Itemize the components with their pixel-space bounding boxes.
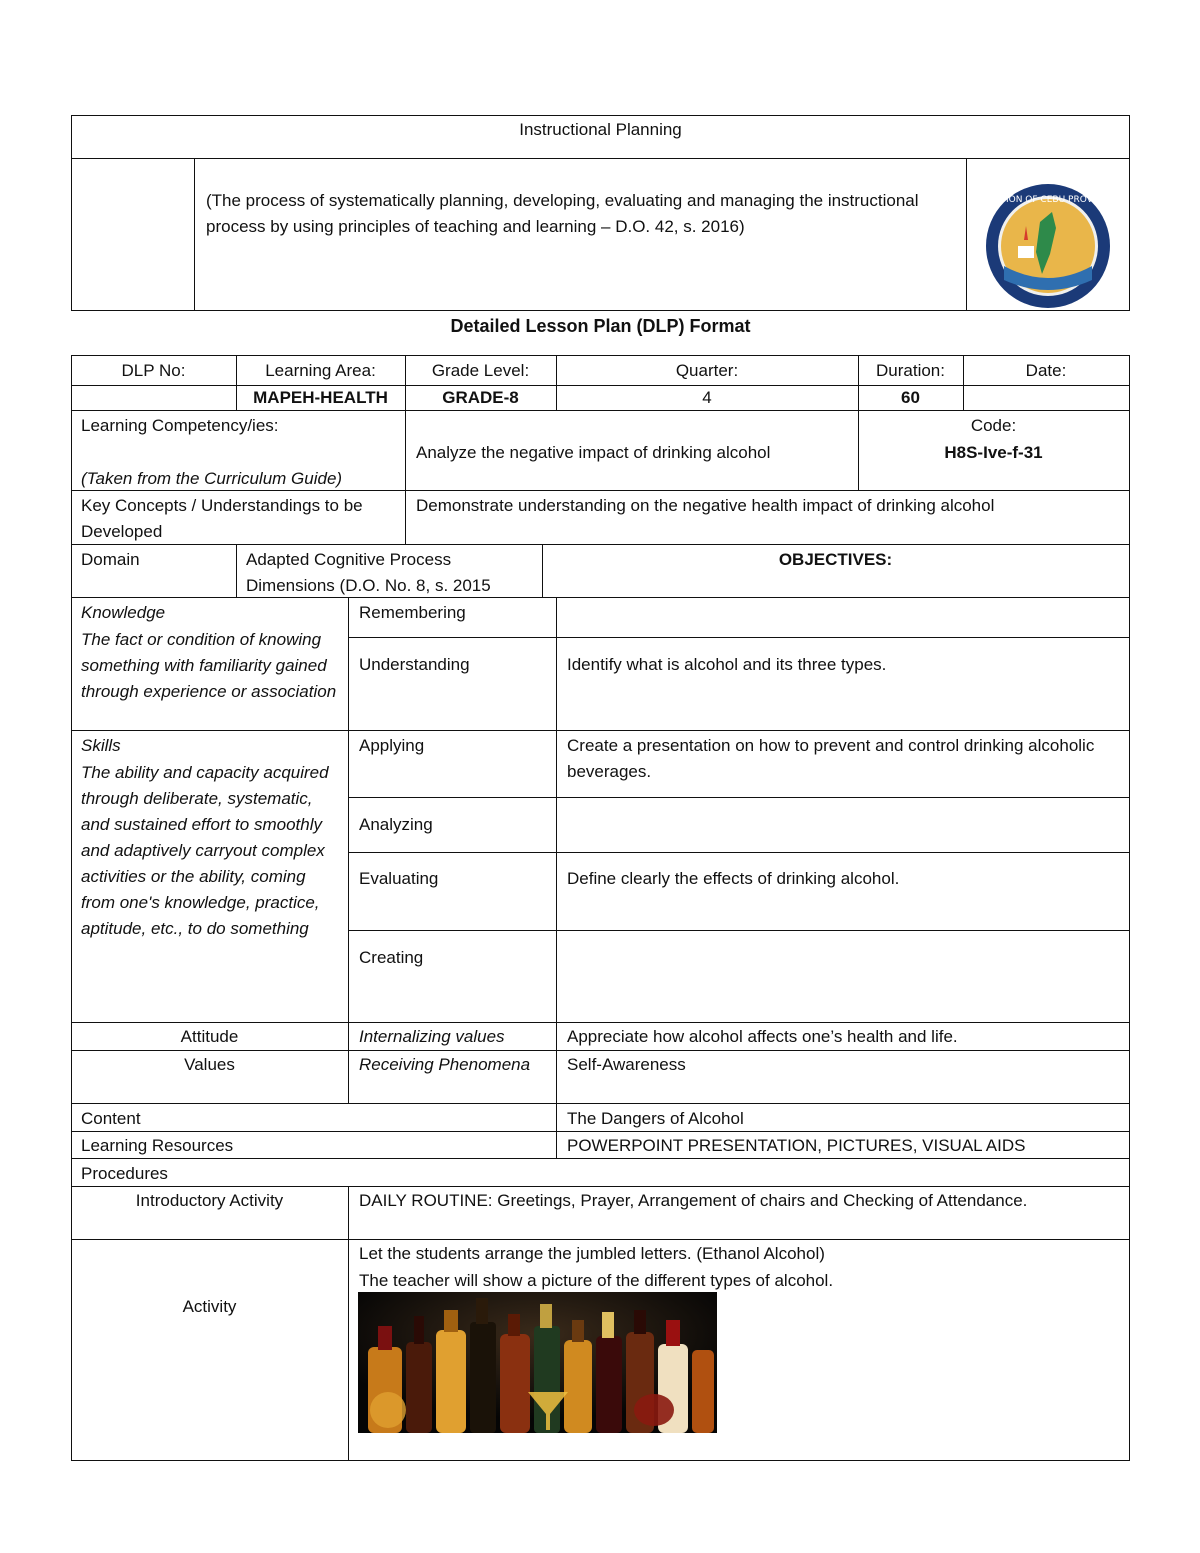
applying-label: Applying bbox=[359, 736, 425, 755]
content-value: The Dangers of Alcohol bbox=[567, 1109, 744, 1128]
values-process: Receiving Phenomena bbox=[359, 1055, 531, 1074]
attitude-process: Internalizing values bbox=[359, 1027, 505, 1046]
domain-header: Domain bbox=[81, 550, 140, 569]
key-concepts-value: Demonstrate understanding on the negative health impact of drinking alcohol bbox=[416, 496, 995, 515]
objectives-header: OBJECTIVES: bbox=[778, 550, 893, 569]
skills-desc: The ability and capacity acquired through deliberate, systematic, and sustained effort to smoothly and adaptively carryout complex activities or the ability, coming from one's knowledge, practice, aptitude, etc., to do something bbox=[81, 763, 329, 938]
introductory-label: Introductory Activity bbox=[135, 1191, 284, 1210]
key-concepts-label: Key Concepts / Understandings to be Developed bbox=[81, 496, 363, 541]
competency-label: Learning Competency/ies: bbox=[81, 416, 279, 435]
creating-label: Creating bbox=[359, 948, 424, 967]
procedures-label: Procedures bbox=[81, 1164, 168, 1183]
introductory-value: DAILY ROUTINE: Greetings, Prayer, Arrangement of chairs and Checking of Attendance. bbox=[359, 1191, 1028, 1210]
evaluating-objective: Define clearly the effects of drinking alcohol. bbox=[567, 869, 900, 888]
grade-level-label: Grade Level: bbox=[431, 361, 530, 380]
activity-line-2: The teacher will show a picture of the different types of alcohol. bbox=[359, 1271, 834, 1290]
format-title: Detailed Lesson Plan (DLP) Format bbox=[450, 316, 751, 336]
header-description: (The process of systematically planning, developing, evaluating and managing the instructional process by using principles of teaching and learning – D.O. 42, s. 2016) bbox=[206, 191, 919, 236]
quarter-label: Quarter: bbox=[675, 361, 739, 380]
analyzing-label: Analyzing bbox=[359, 815, 433, 834]
attitude-label: Attitude bbox=[180, 1027, 239, 1046]
duration-value: 60 bbox=[901, 388, 920, 407]
dlp-label: DLP No: bbox=[121, 361, 186, 380]
evaluating-label: Evaluating bbox=[359, 869, 439, 888]
code-label: Code: bbox=[970, 416, 1017, 435]
content-label: Content bbox=[81, 1109, 141, 1128]
values-objective: Self-Awareness bbox=[567, 1055, 686, 1074]
attitude-objective: Appreciate how alcohol affects one’s health and life. bbox=[567, 1027, 958, 1046]
competency-value: Analyze the negative impact of drinking alcohol bbox=[416, 443, 771, 462]
applying-objective: Create a presentation on how to prevent and control drinking alcoholic beverages. bbox=[567, 736, 1095, 781]
activity-line-1: Let the students arrange the jumbled letters. (Ethanol Alcohol) bbox=[359, 1244, 825, 1263]
grade-level-value: GRADE-8 bbox=[442, 388, 519, 407]
quarter-value: 4 bbox=[702, 388, 712, 407]
knowledge-desc: The fact or condition of knowing something with familiarity gained through experience or association bbox=[81, 630, 337, 701]
knowledge-title: Knowledge bbox=[81, 603, 166, 622]
alcohol-bottles-image bbox=[358, 1292, 717, 1433]
division-seal bbox=[982, 182, 1114, 310]
duration-label: Duration: bbox=[876, 361, 945, 380]
activity-label: Activity bbox=[182, 1297, 237, 1316]
learning-area-label: Learning Area: bbox=[265, 361, 376, 380]
header-title: Instructional Planning bbox=[519, 120, 682, 139]
resources-label: Learning Resources bbox=[81, 1136, 234, 1155]
understanding-label: Understanding bbox=[359, 655, 470, 674]
learning-area-value: MAPEH-HEALTH bbox=[253, 388, 388, 407]
competency-note: (Taken from the Curriculum Guide) bbox=[81, 469, 343, 488]
seal-text: DIVISION OF CEBU PROVINCE bbox=[982, 195, 1114, 205]
remembering-label: Remembering bbox=[359, 603, 466, 622]
resources-value: POWERPOINT PRESENTATION, PICTURES, VISUAL AIDS bbox=[567, 1136, 1026, 1155]
values-label: Values bbox=[184, 1055, 235, 1074]
process-header: Adapted Cognitive Process Dimensions (D.O. No. 8, s. 2015 bbox=[246, 550, 491, 595]
date-label: Date: bbox=[1025, 361, 1067, 380]
skills-title: Skills bbox=[81, 736, 121, 755]
understanding-objective: Identify what is alcohol and its three types. bbox=[567, 655, 887, 674]
code-value: H8S-Ive-f-31 bbox=[944, 443, 1043, 462]
